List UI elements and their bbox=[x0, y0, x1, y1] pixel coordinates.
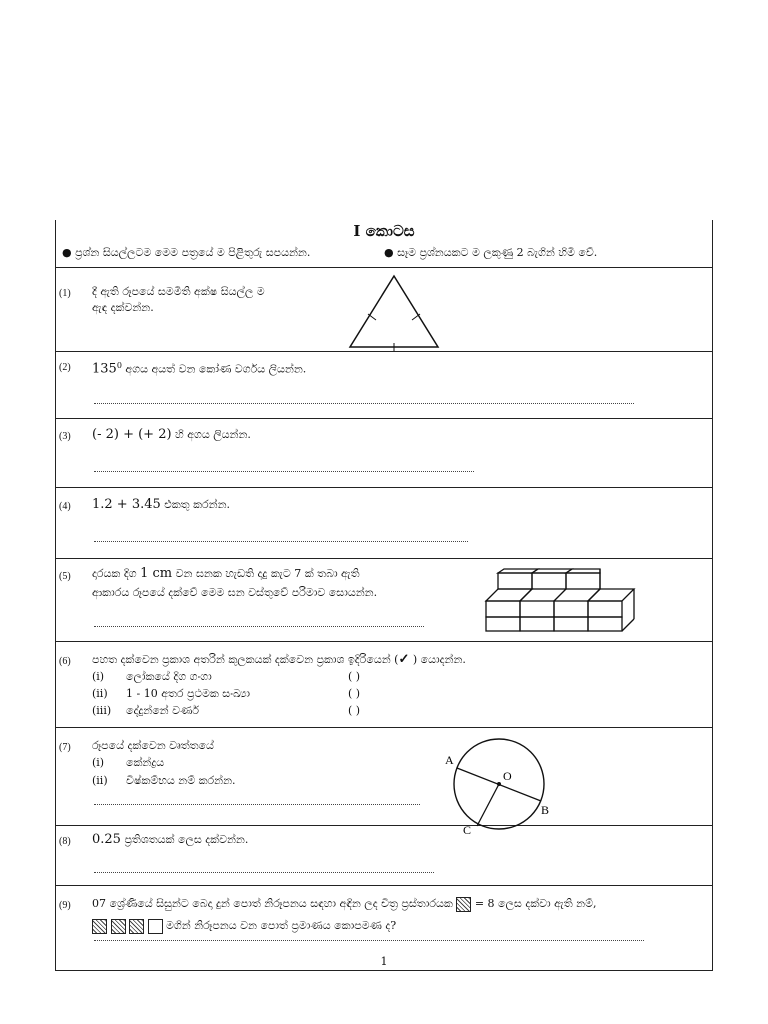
check-mark: ✓ bbox=[398, 652, 410, 667]
cube-stack-figure bbox=[484, 569, 634, 633]
option-i-label: (i) bbox=[92, 670, 105, 683]
question-text-line-2 bbox=[92, 918, 396, 934]
part-i-text: කේන්ද්‍රය bbox=[126, 756, 165, 769]
question-number: (5) bbox=[59, 571, 71, 582]
label-c: C bbox=[463, 823, 472, 837]
question-number: (3) bbox=[59, 431, 71, 442]
circle-figure bbox=[441, 738, 561, 837]
part-ii-text: විෂ්කම්භය නම් කරන්න. bbox=[126, 774, 236, 787]
question-8 bbox=[56, 826, 712, 886]
question-number: (2) bbox=[59, 362, 71, 373]
option-iii-answer-box[interactable]: ( ) bbox=[348, 704, 361, 717]
text-body: මගින් නිරූපනය වන පොත් ප්‍රමාණය කොපමණ ද? bbox=[166, 919, 397, 932]
answer-line[interactable] bbox=[94, 541, 468, 542]
equals-value: = 8 bbox=[474, 897, 495, 910]
part-ii-label: (ii) bbox=[92, 774, 108, 787]
question-1 bbox=[56, 268, 712, 352]
question-text-line-1 bbox=[92, 896, 596, 912]
question-6 bbox=[56, 642, 712, 728]
part-i-label: (i) bbox=[92, 756, 105, 769]
question-text bbox=[92, 358, 306, 377]
answer-line[interactable] bbox=[94, 872, 434, 873]
instruction-2: ● සෑම ප්‍රශ්නයකට ම ලකුණු 2 බැගින් හිමි වේ. bbox=[384, 246, 598, 259]
expression: 1.2 + 3.45 bbox=[92, 497, 161, 512]
label-b: B bbox=[541, 803, 550, 817]
question-text-body: එකතු කරන්න. bbox=[164, 498, 231, 511]
instruction-1-text: ප්‍රශ්න සියල්ලටම මෙම පත්‍රයේ ම පිළිතුරු සපයන්න. bbox=[75, 246, 311, 259]
instruction-1: ● ප්‍රශ්න සියල්ලටම මෙම පත්‍රයේ ම පිළිතුරු සපයන්න. bbox=[62, 246, 311, 259]
answer-line[interactable] bbox=[94, 940, 644, 941]
question-number: (1) bbox=[59, 288, 71, 299]
instruction-2-text: සෑම ප්‍රශ්නයකට ම ලකුණු 2 බැගින් හිමි වේ. bbox=[397, 246, 598, 259]
option-iii-text: දේදුන්නේ වර්ණ bbox=[126, 704, 200, 717]
label-o: O bbox=[503, 769, 512, 783]
option-ii-answer-box[interactable]: ( ) bbox=[348, 687, 361, 700]
question-text-body: හි අගය ලියන්න. bbox=[175, 428, 251, 441]
section-title: I කොටස bbox=[353, 222, 415, 240]
question-text-body: ප්‍රතිශතයක් ලෙස දක්වන්න. bbox=[124, 833, 249, 846]
pictograph-symbol-icon bbox=[129, 919, 144, 934]
section-header bbox=[56, 220, 712, 268]
text-a: දාරයක දිග bbox=[92, 567, 137, 580]
answer-line[interactable] bbox=[94, 626, 424, 627]
option-i-text: ලෝකයේ දිග ගංගා bbox=[126, 670, 212, 683]
angle-value: 135 bbox=[92, 361, 117, 377]
exam-paper-frame bbox=[55, 220, 713, 971]
question-number: (9) bbox=[59, 900, 71, 911]
pictograph-symbol-icon bbox=[111, 919, 126, 934]
question-number: (6) bbox=[59, 656, 71, 667]
option-ii-label: (ii) bbox=[92, 687, 108, 700]
question-number: (7) bbox=[59, 742, 71, 753]
question-text bbox=[92, 427, 251, 442]
pictograph-symbol-icon bbox=[92, 919, 107, 934]
unit-value: 1 cm bbox=[140, 566, 173, 581]
text-b: ) යොදන්න. bbox=[412, 653, 466, 666]
partial-pictograph-symbol-icon bbox=[148, 919, 163, 934]
pictograph-symbol-icon bbox=[456, 897, 471, 912]
question-9 bbox=[56, 886, 712, 970]
question-3 bbox=[56, 419, 712, 488]
answer-line[interactable] bbox=[94, 804, 420, 805]
text-a: 07 ශ්‍රේණියේ සිසුන්ට බෙදා දුන් පොත් නිරූපනය සඳහා අඳින ලද චිත්‍ර ප්‍රස්තාරයක bbox=[92, 897, 453, 910]
degree-sup: 0 bbox=[116, 361, 122, 370]
question-4 bbox=[56, 488, 712, 559]
page-number: 1 bbox=[380, 955, 388, 968]
option-i-answer-box[interactable]: ( ) bbox=[348, 670, 361, 683]
text-b: වන ඝනක හැඩති දාදු කැට 7 ක් තබා ඇති bbox=[175, 567, 360, 580]
question-text: රූපයේ දක්වෙන වෘත්තයේ bbox=[92, 739, 214, 752]
question-text-line-2: ආකාරය රූපයේ දක්වේ මෙම ඝන වස්තුවේ පරිමාව සොයන්න. bbox=[92, 586, 378, 599]
triangle-figure bbox=[346, 274, 446, 352]
question-text-line-1 bbox=[92, 566, 360, 581]
question-text-body: අගය අයත් වන කෝණ වර්ගය ලියන්න. bbox=[125, 362, 307, 376]
question-number: (4) bbox=[59, 501, 71, 512]
text-b: ලෙස දක්වා ඇති නම්, bbox=[498, 897, 597, 910]
question-text bbox=[92, 652, 466, 667]
question-text bbox=[92, 832, 248, 847]
question-text-line-2: ඇඳ දක්වන්න. bbox=[92, 301, 154, 314]
option-ii-text: 1 - 10 අතර ප්‍රථමක සංඛ්‍යා bbox=[126, 687, 250, 700]
expression: (- 2) + (+ 2) bbox=[92, 427, 172, 442]
question-number: (8) bbox=[59, 836, 71, 847]
question-5 bbox=[56, 559, 712, 642]
question-2 bbox=[56, 352, 712, 419]
label-a: A bbox=[445, 753, 454, 767]
answer-line[interactable] bbox=[94, 403, 634, 404]
option-iii-label: (iii) bbox=[92, 704, 112, 717]
question-7 bbox=[56, 728, 712, 837]
question-text bbox=[92, 497, 230, 512]
question-text-line-1: දී ඇති රූපයේ සමමිති අක්ෂ සියල්ල ම bbox=[92, 285, 265, 298]
decimal-value: 0.25 bbox=[92, 832, 121, 847]
text-a: පහත දක්වෙන ප්‍රකාශ අතරින් කුලකයක් දක්වෙන ප්‍රකාශ ඉදිරියෙන් ( bbox=[92, 653, 399, 666]
answer-line[interactable] bbox=[94, 471, 474, 472]
